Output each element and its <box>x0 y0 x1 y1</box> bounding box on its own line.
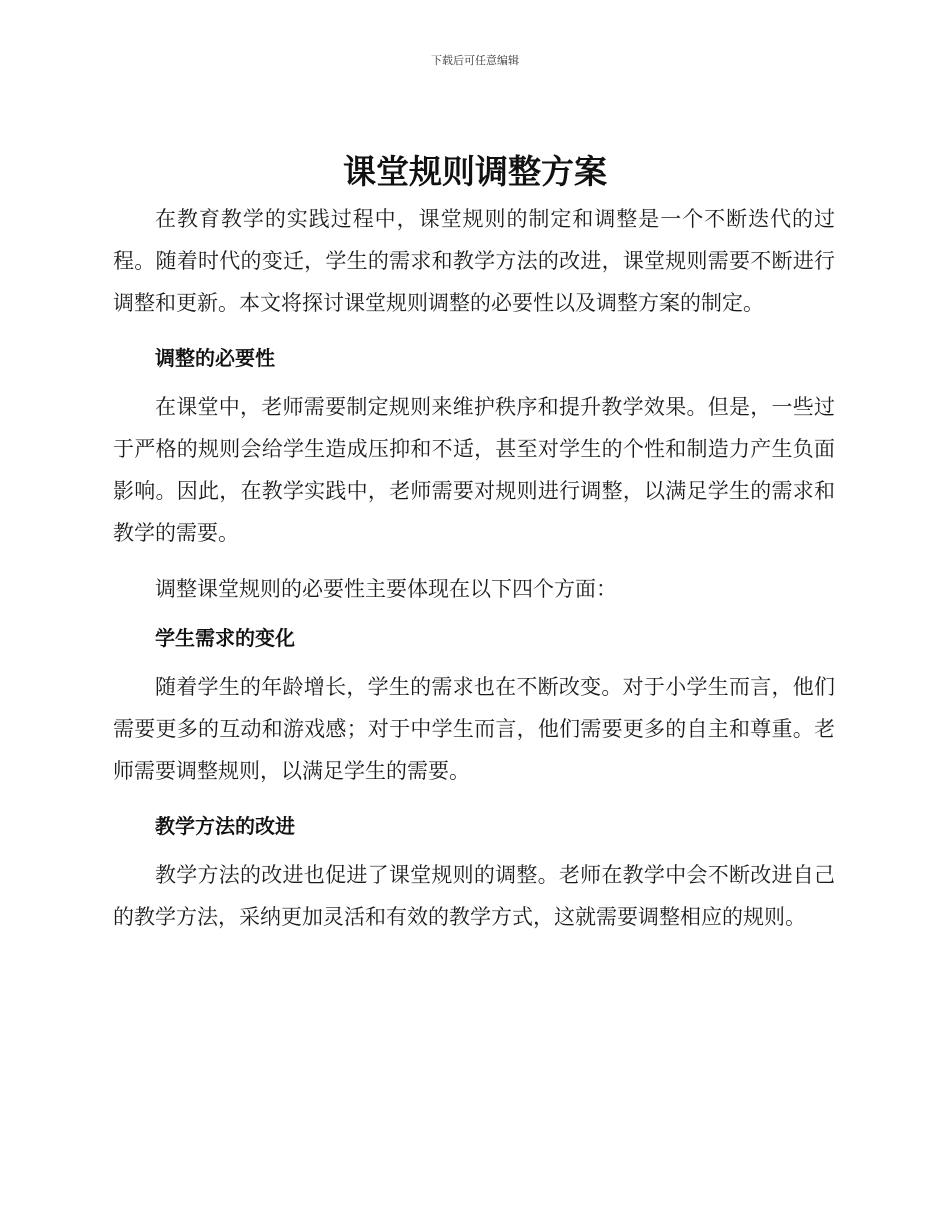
body-paragraph: 教学方法的改进也促进了课堂规则的调整。老师在教学中会不断改进自己的教学方法，采纳更加灵活和有效的教学方式，这就需要调整相应的规则。 <box>113 863 835 929</box>
intro-paragraph: 在教育教学的实践过程中，课堂规则的制定和调整是一个不断迭代的过程。随着时代的变迁，学生的需求和教学方法的改进，课堂规则需要不断进行调整和更新。本文将探讨课堂规则调整的必要性以及调整方案的制定。 <box>113 207 835 315</box>
section-heading-necessity: 调整的必要性 <box>155 346 275 370</box>
body-paragraph: 调整课堂规则的必要性主要体现在以下四个方面： <box>155 577 617 601</box>
document-title: 课堂规则调整方案 <box>343 152 607 191</box>
section-heading-student-needs: 学生需求的变化 <box>155 626 295 650</box>
section-heading-teaching-methods: 教学方法的改进 <box>155 814 295 838</box>
body-paragraph: 在课堂中，老师需要制定规则来维护秩序和提升教学效果。但是，一些过于严格的规则会给学生造成压抑和不适，甚至对学生的个性和制造力产生负面影响。因此，在教学实践中，老师需要对规则进行调整，以满足学生的需求和教学的需要。 <box>113 395 835 545</box>
document-body <box>113 198 835 938</box>
page-header: 下载后可任意编辑 <box>431 54 519 67</box>
body-paragraph: 随着学生的年龄增长，学生的需求也在不断改变。对于小学生而言，他们需要更多的互动和游戏感；对于中学生而言，他们需要更多的自主和尊重。老师需要调整规则，以满足学生的需要。 <box>113 675 835 783</box>
